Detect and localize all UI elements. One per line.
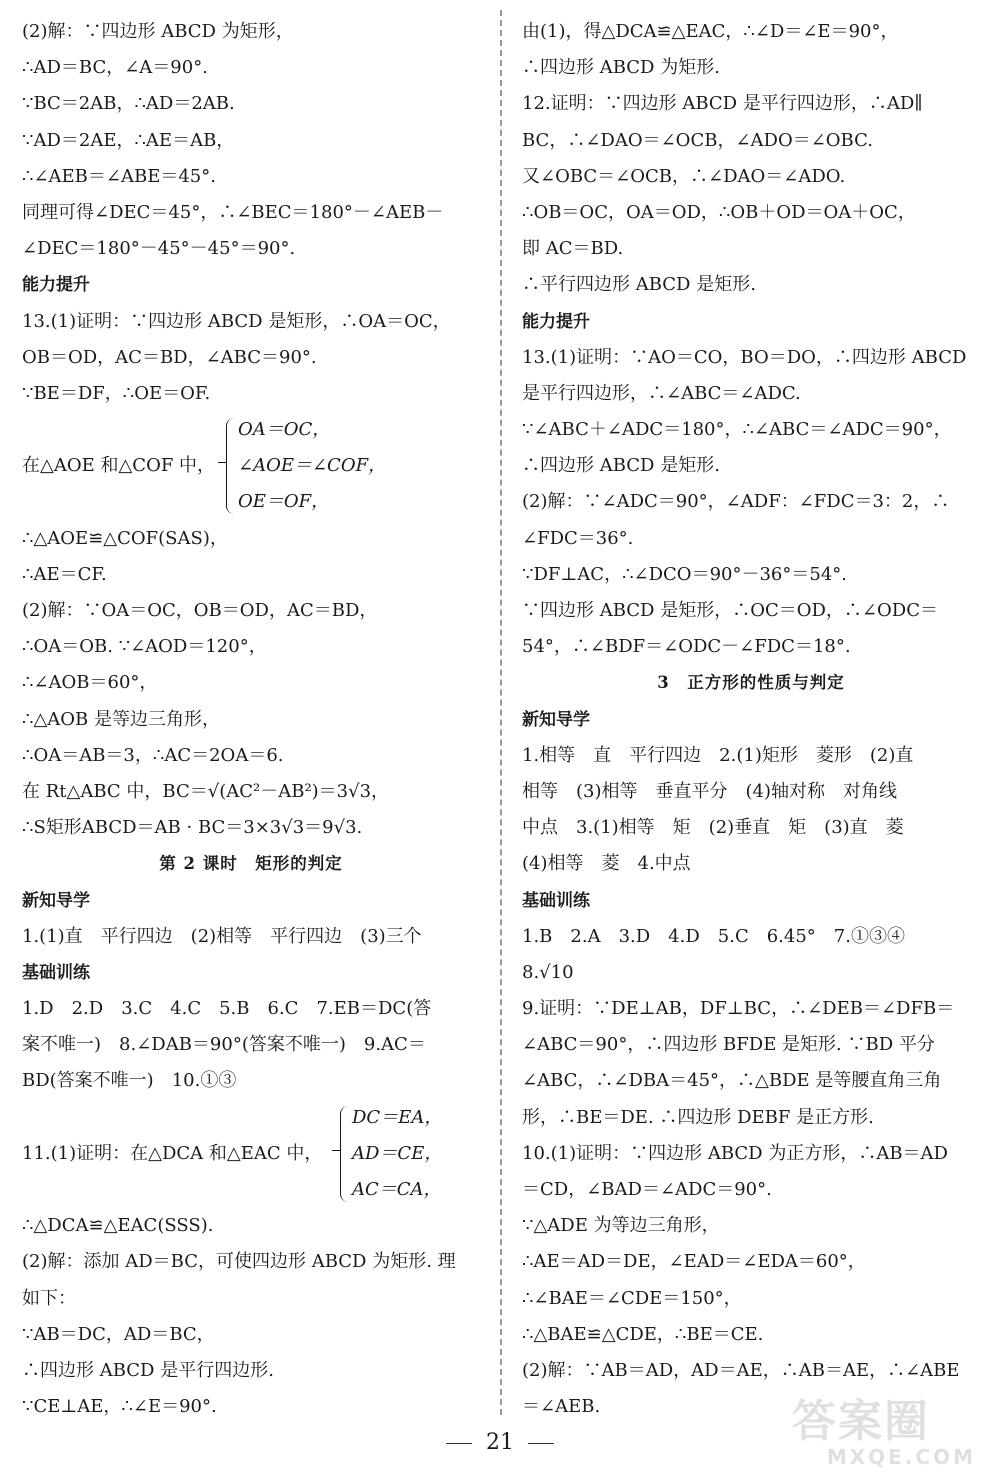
- text-line: ∴OA＝AB＝3，∴AC＝2OA＝6.: [22, 744, 284, 766]
- left-lines-c: [22, 1208, 480, 1425]
- text-line: (2)解：∵OA＝OC，OB＝OD，AC＝BD，: [22, 600, 378, 622]
- text-line: ∴四边形 ABCD 是平行四边形.: [22, 1360, 274, 1381]
- text-line: ∴△AOE≌△COF(SAS)，: [22, 527, 228, 549]
- text-line: 8.√10: [522, 961, 574, 983]
- watermark-line-1: 答案圈: [792, 1396, 930, 1447]
- text-line: 9.证明：∵DE⊥AB，DF⊥BC，∴∠DEB＝∠DFB＝: [522, 998, 955, 1020]
- text-line: ∵CE⊥AE，∴∠E＝90°.: [22, 1396, 217, 1418]
- left-column: [22, 14, 480, 1425]
- column-divider: [500, 10, 502, 1415]
- text-line: 中点 3.(1)相等 矩 (2)垂直 矩 (3)直 菱: [522, 817, 904, 839]
- text-line: ＝CD，∠BAD＝∠ADC＝90°.: [522, 1179, 772, 1200]
- system-rows: [238, 412, 386, 521]
- text-line: ∴AE＝AD＝DE，∠EAD＝∠EDA＝60°，: [522, 1251, 866, 1273]
- text-line: ∴OB＝OC，OA＝OD，∴OB＋OD＝OA＋OC，: [522, 201, 916, 223]
- right-column: [522, 14, 980, 1425]
- system-row: AD＝CE，: [352, 1142, 443, 1164]
- text-line: 13.(1)证明：∵AO＝CO，BO＝DO，∴四边形 ABCD: [522, 346, 967, 368]
- text-line: ∵BC＝2AB，∴AD＝2AB.: [22, 93, 235, 115]
- section-heading: 能力提升: [22, 275, 90, 296]
- text-line: 12.证明：∵四边形 ABCD 是平行四边形，∴AD∥: [522, 93, 923, 115]
- text-line: 10.(1)证明：∵四边形 ABCD 为正方形，∴AB＝AD: [522, 1142, 948, 1164]
- right-lines: [522, 14, 980, 1425]
- text-line: ∴OA＝OB. ∵∠AOD＝120°，: [22, 636, 267, 658]
- text-line: ＝∠AEB.: [522, 1396, 601, 1418]
- system-row: OA＝OC，: [238, 419, 331, 441]
- text-line: ∠DEC＝180°－45°－45°＝90°.: [22, 238, 296, 260]
- section-heading: 新知导学: [522, 709, 590, 730]
- text-line: ∴AD＝BC，∠A＝90°.: [22, 57, 208, 79]
- text-line: ∴S矩形ABCD＝AB · BC＝3×3√3＝9√3.: [22, 817, 363, 839]
- text-line: (2)解：∵四边形 ABCD 为矩形，: [22, 21, 294, 42]
- text-line: (2)解：∵AB＝AD，AD＝AE，∴AB＝AE，∴∠ABE: [522, 1359, 960, 1381]
- text-line: ∴四边形 ABCD 是矩形.: [522, 455, 720, 477]
- text-line: ∠ABC＝90°，∴四边形 BFDE 是矩形. ∵BD 平分: [522, 1034, 935, 1056]
- text-line: ∴△BAE≌△CDE，∴BE＝CE.: [522, 1323, 764, 1345]
- text-line: 是平行四边形，∴∠ABC＝∠ADC.: [522, 382, 801, 404]
- text-line: ∴∠AOB＝60°，: [22, 672, 158, 694]
- text-line: ∴平行四边形 ABCD 是矩形.: [522, 274, 756, 296]
- text-line: 相等 (3)相等 垂直平分 (4)轴对称 对角线: [522, 780, 897, 802]
- text-line: 54°，∴∠BDF＝∠ODC－∠FDC＝18°.: [522, 636, 851, 658]
- watermark-logo: [792, 1396, 982, 1469]
- equation-system-1: [22, 412, 480, 521]
- system-row: ∠AOE＝∠COF，: [238, 455, 387, 477]
- text-line: ∴△AOB 是等边三角形，: [22, 708, 220, 730]
- text-line: 1.D 2.D 3.C 4.C 5.B 6.C 7.EB＝DC(答: [22, 998, 432, 1020]
- system-lead-text: 在△AOE 和△COF 中，: [22, 455, 216, 477]
- text-line: 由(1)，得△DCA≌△EAC，∴∠D＝∠E＝90°，: [522, 21, 899, 42]
- text-line: ∵四边形 ABCD 是矩形，∴OC＝OD，∴∠ODC＝: [522, 600, 938, 621]
- left-lines-a: [22, 14, 480, 412]
- text-line: 同理可得∠DEC＝45°，∴∠BEC＝180°－∠AEB－: [22, 201, 444, 223]
- text-line: ∠ABC，∴∠DBA＝45°，∴△BDE 是等腰直角三角: [522, 1070, 942, 1092]
- text-line: (2)解：添加 AD＝BC，可使四边形 ABCD 为矩形. 理: [22, 1251, 456, 1273]
- system-lead-text: 11.(1)证明：在△DCA 和△EAC 中，: [22, 1142, 323, 1164]
- text-line: ∵DF⊥AC，∴∠DCO＝90°－36°＝54°.: [522, 563, 848, 585]
- text-line: ∴△DCA≌△EAC(SSS).: [22, 1215, 214, 1237]
- system-rows: [352, 1100, 442, 1209]
- section-heading: 基础训练: [22, 962, 90, 983]
- watermark-line-2: MXQE.COM: [826, 1445, 976, 1469]
- text-line: ∴∠AEB＝∠ABE＝45°.: [22, 165, 216, 187]
- section-heading: 新知导学: [22, 890, 90, 911]
- left-brace: [340, 1106, 349, 1202]
- text-line: ∵AB＝DC，AD＝BC，: [22, 1323, 215, 1345]
- text-line: 1.B 2.A 3.D 4.D 5.C 6.45° 7.①③④: [522, 925, 905, 947]
- text-line: 形，∴BE＝DE. ∴四边形 DEBF 是正方形.: [522, 1106, 874, 1128]
- dash-right: [528, 1443, 554, 1444]
- text-line: 即 AC＝BD.: [522, 238, 624, 260]
- text-line: (2)解：∵∠ADC＝90°，∠ADF：∠FDC＝3：2，∴: [522, 491, 950, 513]
- text-line: ∠FDC＝36°.: [522, 527, 634, 549]
- lesson-title: 3 正方形的性质与判定: [657, 673, 845, 693]
- text-line: 13.(1)证明：∵四边形 ABCD 是矩形，∴OA＝OC，: [22, 310, 451, 332]
- text-line: 在 Rt△ABC 中，BC＝√(AC²－AB²)＝3√3，: [22, 780, 390, 802]
- equation-system-2: [22, 1100, 480, 1209]
- text-line: 1.(1)直 平行四边 (2)相等 平行四边 (3)三个: [22, 925, 422, 947]
- text-line: ∵AD＝2AE，∴AE＝AB，: [22, 129, 235, 151]
- text-line: BC，∴∠DAO＝∠OCB，∠ADO＝∠OBC.: [522, 129, 873, 151]
- section-heading: 能力提升: [522, 311, 590, 332]
- text-line: ∵△ADE 为等边三角形，: [522, 1215, 720, 1237]
- text-line: ∴AE＝CF.: [22, 563, 107, 585]
- text-line: (4)相等 菱 4.中点: [522, 853, 691, 875]
- text-line: ∴∠BAE＝∠CDE＝150°，: [522, 1287, 742, 1309]
- text-line: 又∠OBC＝∠OCB，∴∠DAO＝∠ADO.: [522, 165, 846, 187]
- text-line: 案不唯一) 8.∠DAB＝90°(答案不唯一) 9.AC＝: [22, 1034, 426, 1056]
- system-row: DC＝EA，: [352, 1106, 443, 1128]
- left-lines-b: [22, 521, 480, 1100]
- text-line: ∵∠ABC＋∠ADC＝180°，∴∠ABC＝∠ADC＝90°，: [522, 419, 952, 441]
- text-line: OB＝OD，AC＝BD，∠ABC＝90°.: [22, 346, 317, 368]
- section-heading: 基础训练: [522, 890, 590, 911]
- text-line: ∴四边形 ABCD 为矩形.: [522, 57, 720, 79]
- text-line: 如下：: [22, 1287, 76, 1309]
- lesson-title: 第 2 课时 矩形的判定: [159, 854, 343, 874]
- text-line: 1.相等 直 平行四边 2.(1)矩形 菱形 (2)直: [522, 744, 914, 766]
- text-line: ∵BE＝DF，∴OE＝OF.: [22, 382, 211, 404]
- page-number-text: 21: [486, 1430, 514, 1455]
- dash-left: [446, 1443, 472, 1444]
- left-brace: [226, 418, 235, 514]
- system-row: AC＝CA，: [352, 1179, 442, 1201]
- text-line: BD(答案不唯一) 10.①③: [22, 1070, 237, 1092]
- system-row: OE＝OF，: [238, 491, 330, 513]
